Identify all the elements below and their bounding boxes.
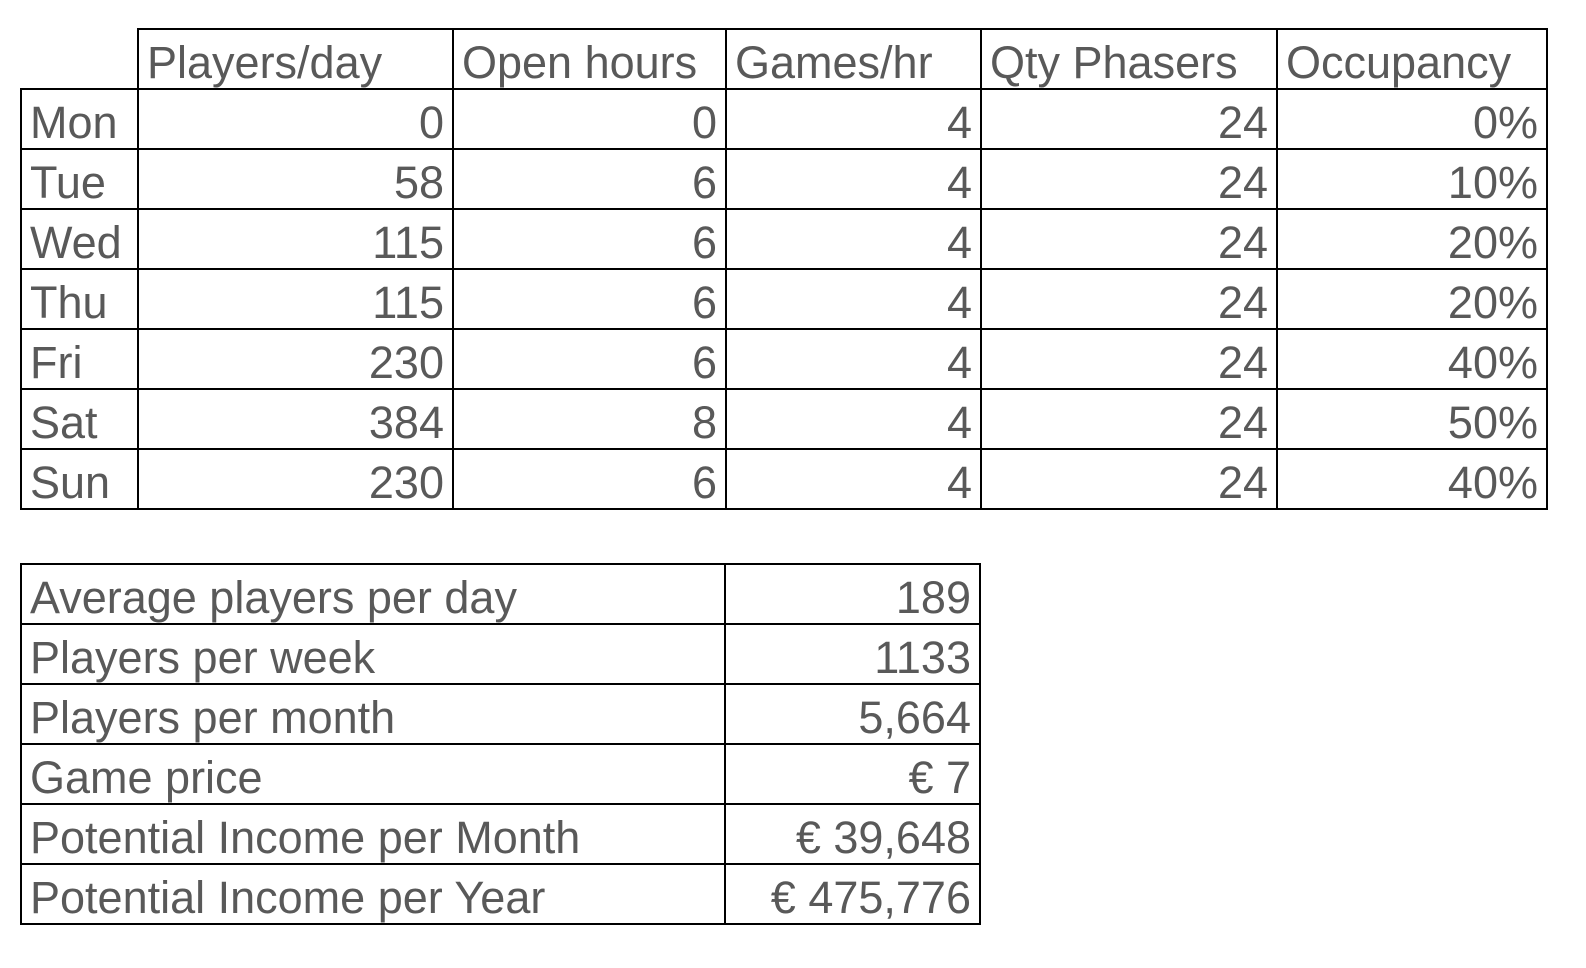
table-row <box>21 149 1547 209</box>
players-day-value: 0 <box>138 89 453 149</box>
table-row <box>21 89 1547 149</box>
players-day-value: 230 <box>138 329 453 389</box>
header-open-hours: Open hours <box>453 29 726 89</box>
day-label: Thu <box>21 269 138 329</box>
qty-phasers-value: 24 <box>981 449 1277 509</box>
table-row <box>21 209 1547 269</box>
summary-label: Potential Income per Year <box>21 864 725 924</box>
day-label: Fri <box>21 329 138 389</box>
qty-phasers-value: 24 <box>981 89 1277 149</box>
header-games-hr: Games/hr <box>726 29 981 89</box>
table-row <box>21 269 1547 329</box>
qty-phasers-value: 24 <box>981 269 1277 329</box>
open-hours-value: 6 <box>453 449 726 509</box>
day-label: Sun <box>21 449 138 509</box>
players-day-value: 115 <box>138 209 453 269</box>
occupancy-value: 0% <box>1277 89 1547 149</box>
summary-value: 189 <box>725 564 980 624</box>
players-day-value: 115 <box>138 269 453 329</box>
summary-row <box>21 684 980 744</box>
open-hours-value: 6 <box>453 329 726 389</box>
players-day-value: 58 <box>138 149 453 209</box>
open-hours-value: 0 <box>453 89 726 149</box>
summary-row <box>21 624 980 684</box>
summary-value: 5,664 <box>725 684 980 744</box>
qty-phasers-value: 24 <box>981 329 1277 389</box>
header-qty-phasers: Qty Phasers <box>981 29 1277 89</box>
summary-value: € 7 <box>725 744 980 804</box>
games-hr-value: 4 <box>726 209 981 269</box>
summary-label: Average players per day <box>21 564 725 624</box>
games-hr-value: 4 <box>726 149 981 209</box>
summary-label: Game price <box>21 744 725 804</box>
day-label: Mon <box>21 89 138 149</box>
occupancy-value: 20% <box>1277 209 1547 269</box>
weekly-occupancy-table <box>20 28 1548 510</box>
occupancy-value: 50% <box>1277 389 1547 449</box>
day-label: Sat <box>21 389 138 449</box>
table-row <box>21 329 1547 389</box>
games-hr-value: 4 <box>726 269 981 329</box>
qty-phasers-value: 24 <box>981 389 1277 449</box>
summary-label: Players per month <box>21 684 725 744</box>
games-hr-value: 4 <box>726 329 981 389</box>
qty-phasers-value: 24 <box>981 209 1277 269</box>
qty-phasers-value: 24 <box>981 149 1277 209</box>
summary-value: € 475,776 <box>725 864 980 924</box>
summary-value: 1133 <box>725 624 980 684</box>
day-label: Tue <box>21 149 138 209</box>
open-hours-value: 6 <box>453 149 726 209</box>
corner-cell <box>21 29 138 89</box>
summary-row <box>21 804 980 864</box>
occupancy-value: 40% <box>1277 329 1547 389</box>
summary-row <box>21 864 980 924</box>
header-row <box>21 29 1547 89</box>
games-hr-value: 4 <box>726 89 981 149</box>
table-row <box>21 449 1547 509</box>
games-hr-value: 4 <box>726 389 981 449</box>
summary-table <box>20 563 981 925</box>
summary-label: Players per week <box>21 624 725 684</box>
summary-label: Potential Income per Month <box>21 804 725 864</box>
open-hours-value: 6 <box>453 269 726 329</box>
table-row <box>21 389 1547 449</box>
players-day-value: 230 <box>138 449 453 509</box>
occupancy-value: 40% <box>1277 449 1547 509</box>
day-label: Wed <box>21 209 138 269</box>
summary-row <box>21 564 980 624</box>
open-hours-value: 6 <box>453 209 726 269</box>
summary-row <box>21 744 980 804</box>
summary-value: € 39,648 <box>725 804 980 864</box>
players-day-value: 384 <box>138 389 453 449</box>
occupancy-value: 10% <box>1277 149 1547 209</box>
games-hr-value: 4 <box>726 449 981 509</box>
header-players-day: Players/day <box>138 29 453 89</box>
occupancy-value: 20% <box>1277 269 1547 329</box>
header-occupancy: Occupancy <box>1277 29 1547 89</box>
open-hours-value: 8 <box>453 389 726 449</box>
